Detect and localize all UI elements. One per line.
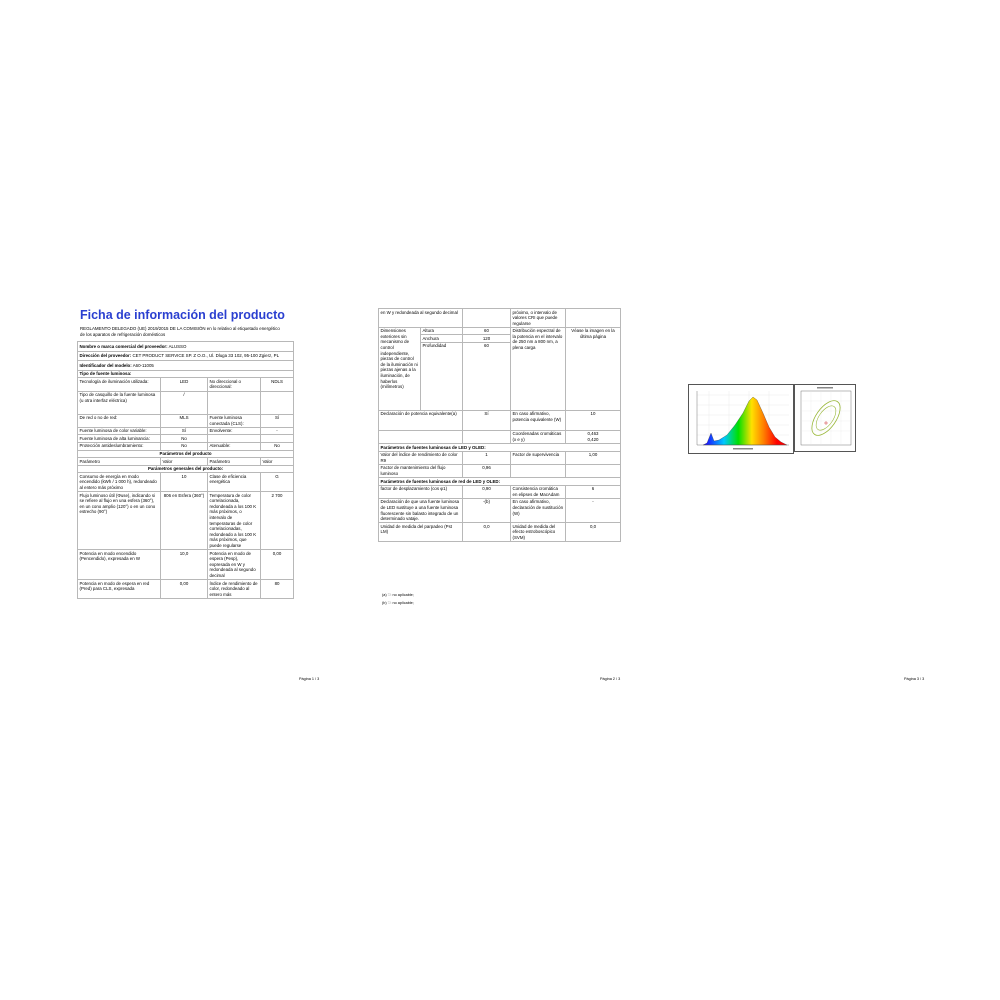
spectral-value: Véase la imagen en la última página [566, 327, 621, 410]
table-row [379, 430, 621, 443]
cell: LED [161, 378, 208, 391]
chromaticity-y: 0,420 [587, 437, 599, 443]
cell: Factor de mantenimiento del flujo luminoso [379, 464, 463, 477]
cell: Clase de eficiencia energética [208, 473, 261, 492]
cell: Sí [161, 427, 208, 435]
cell: MLS [161, 414, 208, 427]
cell: Consistencia cromática en elipses de MacAdam [511, 485, 566, 498]
cell: 80 [261, 580, 294, 599]
cell: Potencia en modo de espera en red (Pred) para CLS, expresada [78, 580, 161, 599]
cell: Tecnología de iluminación utilizada: [78, 378, 161, 391]
footnote-a: (a) '-': no aplicable; [382, 593, 414, 597]
model-label: Identificador del modelo: [79, 362, 132, 368]
cell: -(b) [463, 498, 511, 522]
table-row [78, 378, 294, 391]
page-1 [77, 308, 320, 688]
page-footer: Página 3 / 3 [904, 677, 925, 681]
cell: No direccional o direccional: [208, 378, 261, 391]
general-header: Parámetros generales del producto: [78, 465, 294, 473]
cell: / [161, 391, 208, 414]
spectrum-image [688, 384, 794, 454]
cell: Fuente luminosa conectada (CLS): [208, 414, 261, 427]
table-row [78, 342, 294, 352]
table-row [78, 370, 294, 378]
cell: factor de desplazamiento (cos φ1) [379, 485, 463, 498]
macadam-image [794, 384, 856, 452]
cell: Coordenadas cromáticas (x e y) [511, 430, 566, 443]
product-info-table-continued [378, 308, 621, 542]
cell: 0,00 [161, 580, 208, 599]
page-title: Ficha de información del producto [80, 308, 285, 322]
column-header: Parámetro [208, 458, 261, 466]
table-row [78, 492, 294, 550]
table-row [379, 451, 621, 464]
table-row [379, 410, 621, 430]
brand-label: Nombre o marca comercial del proveedor: [79, 343, 168, 349]
table-row [78, 391, 294, 414]
table-row [78, 414, 294, 427]
cell: Fuente luminosa de color variable: [78, 427, 161, 435]
spectrum-graphic [689, 385, 793, 453]
page-2 [378, 308, 621, 688]
table-row [78, 442, 294, 450]
cell: 0,0 [566, 523, 621, 542]
table-row [379, 523, 621, 542]
table-row [379, 309, 621, 328]
cell: No [261, 442, 294, 450]
page-footer: Página 1 / 3 [299, 677, 320, 681]
table-row [78, 473, 294, 492]
cell: Unidad de medida del parpadeo (Pst LM) [379, 523, 463, 542]
cell: 6 [566, 485, 621, 498]
cell: Potencia en modo de espera (Pesp), expresada en W y redondeada al segundo decimal [208, 550, 261, 580]
cell: 2 700 [261, 492, 294, 550]
cell: Índice de rendimiento de color, redondeado al entero más [208, 580, 261, 599]
cell: Altura [421, 327, 463, 335]
table-row [78, 351, 294, 361]
cell: Unidad de medida del efecto estroboscópico (SVM) [511, 523, 566, 542]
cell: 10,0 [161, 550, 208, 580]
table-row [379, 444, 621, 452]
page-3 [680, 380, 945, 690]
cell: 0,96 [463, 464, 511, 477]
cell: Sí [261, 414, 294, 427]
cell: Atenuable: [208, 442, 261, 450]
column-header: Parámetro [78, 458, 161, 466]
footnote-b: (b) '-': no aplicable; [382, 601, 414, 605]
cell: en W y redondeada al segundo decimal [379, 309, 463, 328]
cell: Factor de supervivencia [511, 451, 566, 464]
model-value: A60-11005 [132, 362, 154, 368]
column-header: Valor [261, 458, 294, 466]
led-header: Parámetros de fuentes luminosas de LED y OLED: [379, 444, 621, 452]
chromaticity-x: 0,463 [587, 431, 599, 437]
cell: 1,00 [566, 451, 621, 464]
cell: De red o no de red: [78, 414, 161, 427]
type-header: Tipo de fuente luminosa: [78, 370, 294, 378]
brand-value: ALUSSO [168, 343, 187, 349]
cell: Fuente luminosa de alta luminancia: [78, 435, 161, 443]
product-info-table [77, 341, 294, 599]
page-footer: Página 2 / 3 [600, 677, 621, 681]
cell: Protección antideslumbramiento: [78, 442, 161, 450]
regulation-line-2: de los aparatos de refrigeración domésticos [80, 332, 166, 337]
table-row [78, 450, 294, 458]
cell: - [261, 427, 294, 435]
spectrum-curve [703, 397, 787, 445]
cell: En caso afirmativo, potencia equivalente (W) [511, 410, 566, 430]
cell: 10 [161, 473, 208, 492]
cell: Anchura [421, 335, 463, 343]
mains-header: Parámetros de fuentes luminosas de red de LED y OLED: [379, 478, 621, 486]
cell: Profundidad [421, 342, 463, 410]
address-value: CET PRODUCT SERVICE SP. Z O.O., Ul. Dluga 33 102, 95-100 Zgierz, PL [132, 353, 280, 359]
cell: 10 [566, 410, 621, 430]
table-row [78, 550, 294, 580]
cell: Declaración de que una fuente luminosa de LED sustituye a una fuente luminosa fluorescente sin balasto integrado de un determinado vataje. [379, 498, 463, 522]
table-row [78, 580, 294, 599]
cell: No [161, 435, 208, 443]
cell [566, 430, 621, 443]
cell: Tipo de casquillo de la fuente luminosa (u otra interfaz eléctrica) [78, 391, 161, 414]
table-row [78, 435, 294, 443]
cell: Consumo de energía en modo encendido (kWh / 1 000 h), redondeado al entero más próximo [78, 473, 161, 492]
cell: G [261, 473, 294, 492]
cell: No [161, 442, 208, 450]
cell: Sí [463, 410, 511, 430]
dimensions-label: Dimensiones exteriores sin mecanismo de control independiente, piezas de control de la iluminación ni piezas ajenas a la iluminación, de haberlos (milímetros) [379, 327, 421, 410]
regulation-line-1: REGLAMENTO DELEGADO (UE) 2019/2015 DE LA COMISIÓN en lo relativo al etiquetado energético [80, 326, 280, 331]
table-row [379, 485, 621, 498]
cell: 60 [463, 342, 511, 410]
table-row [78, 465, 294, 473]
cell: Valor del índice de rendimiento de color R9 [379, 451, 463, 464]
cell: NDLS [261, 378, 294, 391]
cell: Flujo luminoso útil (Φuse), indicando si se refiere al flujo en una esfera (360°), en un cono amplio (120°) o en un cono estrecho (90°) [78, 492, 161, 550]
cell: Temperatura de color correlacionada, redondeada a los 100 K más próximos, o intervalo de temperaturas de color correlacionadas, redondeado a los 100 K más próximos, que puede regularse [208, 492, 261, 550]
cell: 1 [463, 451, 511, 464]
cell: 0,00 [261, 550, 294, 580]
table-row [379, 498, 621, 522]
cell: 0,0 [463, 523, 511, 542]
spectral-label: Distribución espectral de la potencia en el intervalo de 250 nm a 800 nm, a plena carga [511, 327, 566, 410]
cell: 0,90 [463, 485, 511, 498]
cell: 806 en Esfera (360°) [161, 492, 208, 550]
cell: 120 [463, 335, 511, 343]
table-row [379, 464, 621, 477]
cell: Potencia en modo encendido (Pencendido), expresada en W [78, 550, 161, 580]
cell: En caso afirmativo, declaración de sustitución (W) [511, 498, 566, 522]
macadam-graphic [795, 385, 855, 451]
cell: próximo, o intervalo de valores CRI que puede regularse [511, 309, 566, 328]
table-row [78, 361, 294, 371]
cell: Declaración de potencia equivalente(a) [379, 410, 463, 430]
params-header: Parámetros del producto [78, 450, 294, 458]
table-row [78, 427, 294, 435]
cell: 60 [463, 327, 511, 335]
table-row [379, 478, 621, 486]
address-label: Dirección del proveedor: [79, 353, 132, 359]
cell: - [566, 498, 621, 522]
table-row [78, 458, 294, 466]
table-row [379, 327, 621, 335]
cell: Envolvente: [208, 427, 261, 435]
column-header: Valor [161, 458, 208, 466]
